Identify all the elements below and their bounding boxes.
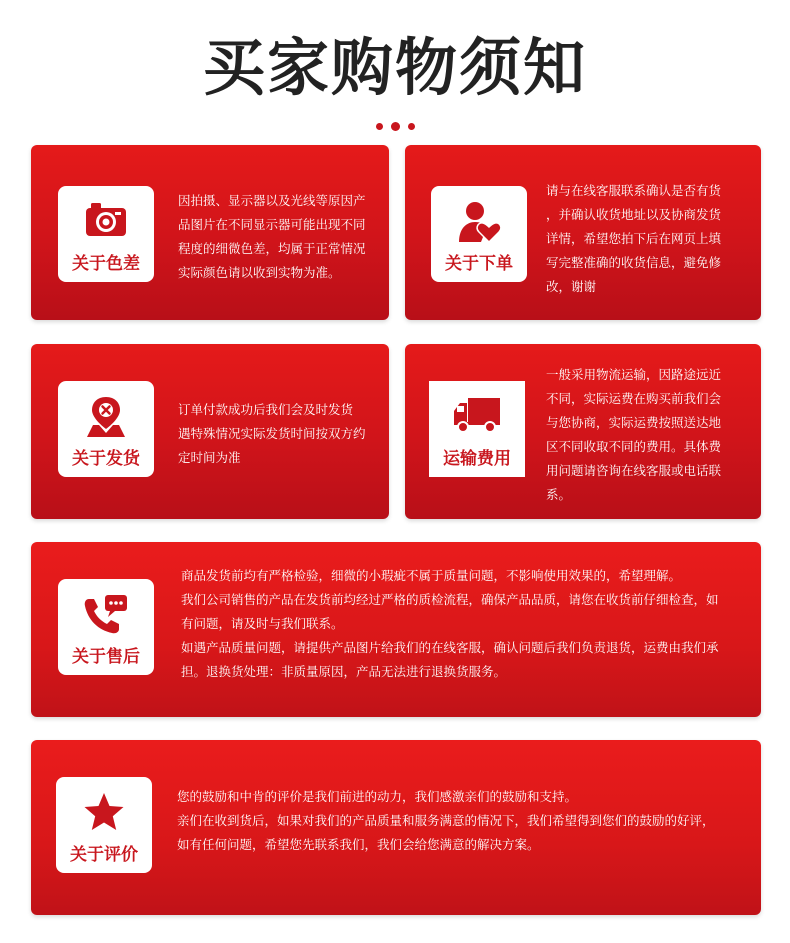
text-line: 如有任何问题，希望您先联系我们，我们会给您满意的解决方案。 <box>177 837 540 852</box>
text-line: 一般采用物流运输，因路途远近 <box>546 367 722 382</box>
location-pin-icon <box>83 395 129 439</box>
text-line: 实际颜色请以收到实物为准。 <box>178 265 341 280</box>
icon-box <box>56 777 152 873</box>
text-line: 写完整准确的收货信息，避免修 <box>546 255 722 270</box>
text-line: 用问题请咨询在线客服或电话联 <box>546 463 722 478</box>
card-label: 关于评价 <box>70 845 138 865</box>
card-shipping <box>31 344 389 519</box>
card-label: 关于售后 <box>72 647 140 667</box>
card-label: 关于色差 <box>72 254 140 274</box>
text-line: 遇特殊情况实际发货时间按双方约 <box>178 426 366 441</box>
text-line: 我们公司销售的产品在发货前均经过严格的质检流程，确保产品品质，请您在收货前仔细检查，如 <box>181 592 719 607</box>
card-freight <box>405 344 761 519</box>
person-heart-icon <box>457 200 501 244</box>
text-line: 不同，实际运费在购买前我们会 <box>546 391 722 406</box>
text-line: 程度的细微色差，均属于正常情况 <box>178 241 366 256</box>
icon-box <box>58 381 154 477</box>
page-title: 买家购物须知 <box>202 31 587 104</box>
text-line: 如遇产品质量问题，请提供产品图片给我们的在线客服，确认问题后我们负责退货，运费由我们承 <box>181 640 719 655</box>
star-icon <box>82 791 126 833</box>
card-text <box>546 363 756 507</box>
icon-box <box>58 186 154 282</box>
icon-box <box>58 579 154 675</box>
card-review <box>31 740 761 915</box>
card-text <box>177 785 757 857</box>
text-line: 系。 <box>546 487 572 502</box>
text-line: 因拍摄、显示器以及光线等原因产 <box>178 193 366 208</box>
card-order <box>405 145 761 320</box>
text-line: 请与在线客服联系确认是否有货 <box>546 183 722 198</box>
dot <box>391 122 400 131</box>
dot <box>408 123 415 130</box>
text-line: 亲们在收到货后，如果对我们的产品质量和服务满意的情况下，我们希望得到您们的鼓励的好评， <box>177 813 715 828</box>
text-line: 商品发货前均有严格检验，细微的小瑕疵不属于质量问题，不影响使用效果的，希望理解。 <box>181 568 682 583</box>
phone-chat-icon <box>83 593 129 637</box>
text-line: 担。退换货处理：非质量原因，产品无法进行退换货服务。 <box>181 664 507 679</box>
camera-icon <box>82 200 130 240</box>
card-text <box>178 189 383 285</box>
card-text <box>546 179 756 299</box>
text-line: 区不同收取不同的费用。具体费 <box>546 439 722 454</box>
text-line: 有问题，请及时与我们联系。 <box>181 616 344 631</box>
icon-box <box>429 381 525 477</box>
card-label: 关于下单 <box>445 254 513 274</box>
truck-icon <box>452 395 502 435</box>
text-line: 详情，希望您拍下后在网页上填 <box>546 231 722 246</box>
card-text <box>181 564 756 684</box>
text-line: 您的鼓励和中肯的评价是我们前进的动力，我们感激亲们的鼓励和支持。 <box>177 789 578 804</box>
card-label: 运输费用 <box>443 449 511 469</box>
card-text <box>178 398 383 470</box>
card-label: 关于发货 <box>72 449 140 469</box>
text-line: 改，谢谢 <box>546 279 597 294</box>
text-line: 订单付款成功后我们会及时发货 <box>178 402 354 417</box>
icon-box <box>431 186 527 282</box>
text-line: 品图片在不同显示器可能出现不同 <box>178 217 366 232</box>
text-line: 定时间为准 <box>178 450 241 465</box>
text-line: 与您协商，实际运费按照送达地 <box>546 415 722 430</box>
card-after-sales <box>31 542 761 717</box>
title-dots <box>0 116 790 135</box>
dot <box>376 123 383 130</box>
card-color-diff <box>31 145 389 320</box>
text-line: ，并确认收货地址以及协商发货 <box>546 207 722 222</box>
